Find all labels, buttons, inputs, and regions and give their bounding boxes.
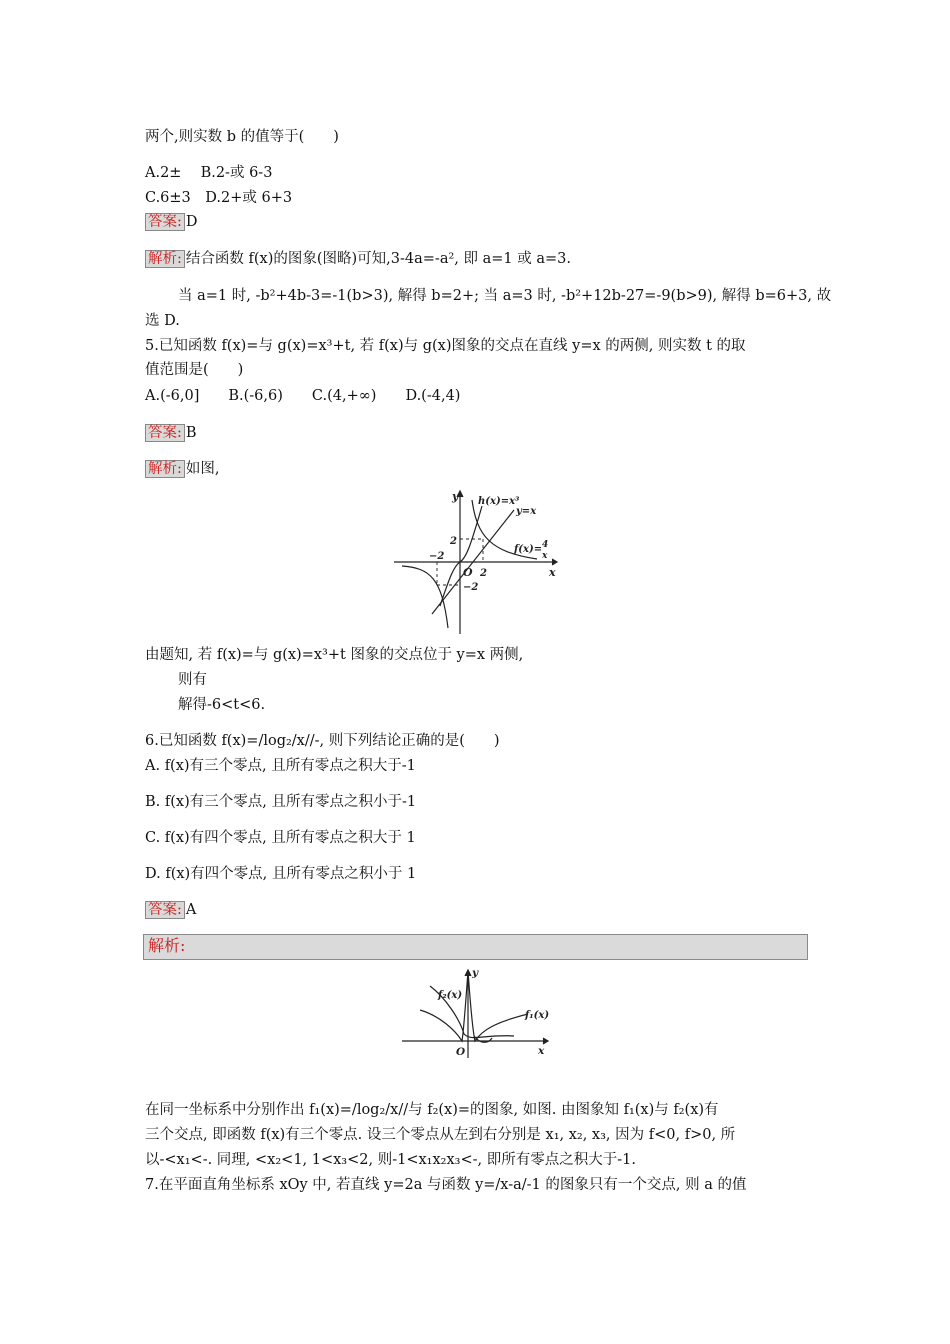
question-5: 5.已知函数 f(x)=与 g(x)=x³+t, 若 f(x)与 g(x)图象的交点在直线 y=x 的两侧, 则实数 t 的取 [145, 338, 746, 354]
f-numerator: 4 [542, 540, 549, 550]
text-line: 则有 [178, 672, 207, 688]
question-7: 7.在平面直角坐标系 xOy 中, 若直线 y=2a 与函数 y=/x-a/-1 的图象只有一个交点, 则 a 的值 [145, 1177, 747, 1193]
f2-label: f₂(x) [438, 990, 463, 1001]
answer-value: A [185, 902, 197, 918]
answer-line [145, 424, 197, 442]
text-line: 由题知, 若 f(x)=与 g(x)=x³+t 图象的交点位于 y=x 两侧, [145, 647, 524, 663]
solution-line [145, 250, 571, 268]
option-line: D. f(x)有四个零点, 且所有零点之积小于 1 [145, 866, 417, 882]
text-line: 在同一坐标系中分别作出 f₁(x)=/log₂/x//与 f₂(x)=的图象, 如图. 由图象知 f₁(x)与 f₂(x)有 [145, 1102, 719, 1118]
option-line: A. f(x)有三个零点, 且所有零点之积大于-1 [145, 758, 416, 774]
option-line: A.(-6,0] B.(-6,6) C.(4,+∞) D.(-4,4) [145, 388, 461, 404]
answer-tag: 答案: [145, 213, 185, 231]
solution-bar [143, 934, 808, 960]
option-line: A.2± B.2-或 6-3 [145, 165, 273, 181]
text-line: 选 D. [145, 313, 180, 329]
f1-label: f₁(x) [525, 1010, 550, 1021]
x-axis-label: x [549, 566, 556, 579]
answer-tag: 答案: [145, 424, 185, 442]
figure-cubic-reciprocal [392, 488, 562, 638]
line-label: y=x [516, 506, 537, 517]
origin-label: O [456, 1046, 466, 1058]
tick-label: 2 [480, 568, 487, 579]
f-label: f(x)= [514, 544, 543, 555]
answer-tag: 答案: [145, 901, 185, 919]
text-line: 以-<x₁<-. 同理, <x₂<1, 1<x₃<2, 则-1<x₁x₂x₃<-, 即所有零点之积大于-1. [145, 1152, 636, 1168]
solution-line [145, 460, 220, 478]
option-line: C. f(x)有四个零点, 且所有零点之积大于 1 [145, 830, 416, 846]
origin-label: O [463, 566, 473, 579]
answer-line [145, 901, 196, 919]
option-line: B. f(x)有三个零点, 且所有零点之积小于-1 [145, 794, 417, 810]
solution-tag: 解析: [148, 936, 186, 955]
text-line: 值范围是( ) [145, 362, 244, 378]
solution-tag: 解析: [145, 250, 185, 268]
f-denominator: x [542, 551, 548, 561]
tick-label: −2 [429, 551, 445, 562]
text-line: 当 a=1 时, -b²+4b-3=-1(b>3), 解得 b=2+; 当 a=3 时, -b²+12b-27=-9(b>9), 解得 b=6+3, 故 [178, 288, 832, 304]
tick-label: −2 [463, 582, 479, 593]
y-axis-label: y [472, 968, 479, 979]
question-6: 6.已知函数 f(x)=/log₂/x//-, 则下列结论正确的是( ) [145, 733, 500, 749]
text-line: 解得-6<t<6. [178, 697, 266, 713]
answer-value: D [185, 214, 198, 230]
solution-tag: 解析: [145, 460, 185, 478]
y-axis-label: y [452, 490, 459, 503]
solution-text: 如图, [185, 461, 220, 477]
figure-log-abs [400, 968, 555, 1060]
text-line: 三个交点, 即函数 f(x)有三个零点. 设三个零点从左到右分别是 x₁, x₂, x₃, 因为 f<0, f>0, 所 [145, 1127, 736, 1143]
text-line: 两个,则实数 b 的值等于( ) [145, 129, 339, 145]
x-axis-label: x [538, 1045, 545, 1057]
option-line: C.6±3 D.2+或 6+3 [145, 190, 293, 206]
answer-value: B [185, 425, 197, 441]
solution-text: 结合函数 f(x)的图象(图略)可知,3-4a=-a², 即 a=1 或 a=3. [185, 251, 571, 267]
h-label: h(x)=x³ [478, 496, 520, 507]
tick-label: 2 [450, 536, 457, 547]
answer-line [145, 213, 198, 231]
